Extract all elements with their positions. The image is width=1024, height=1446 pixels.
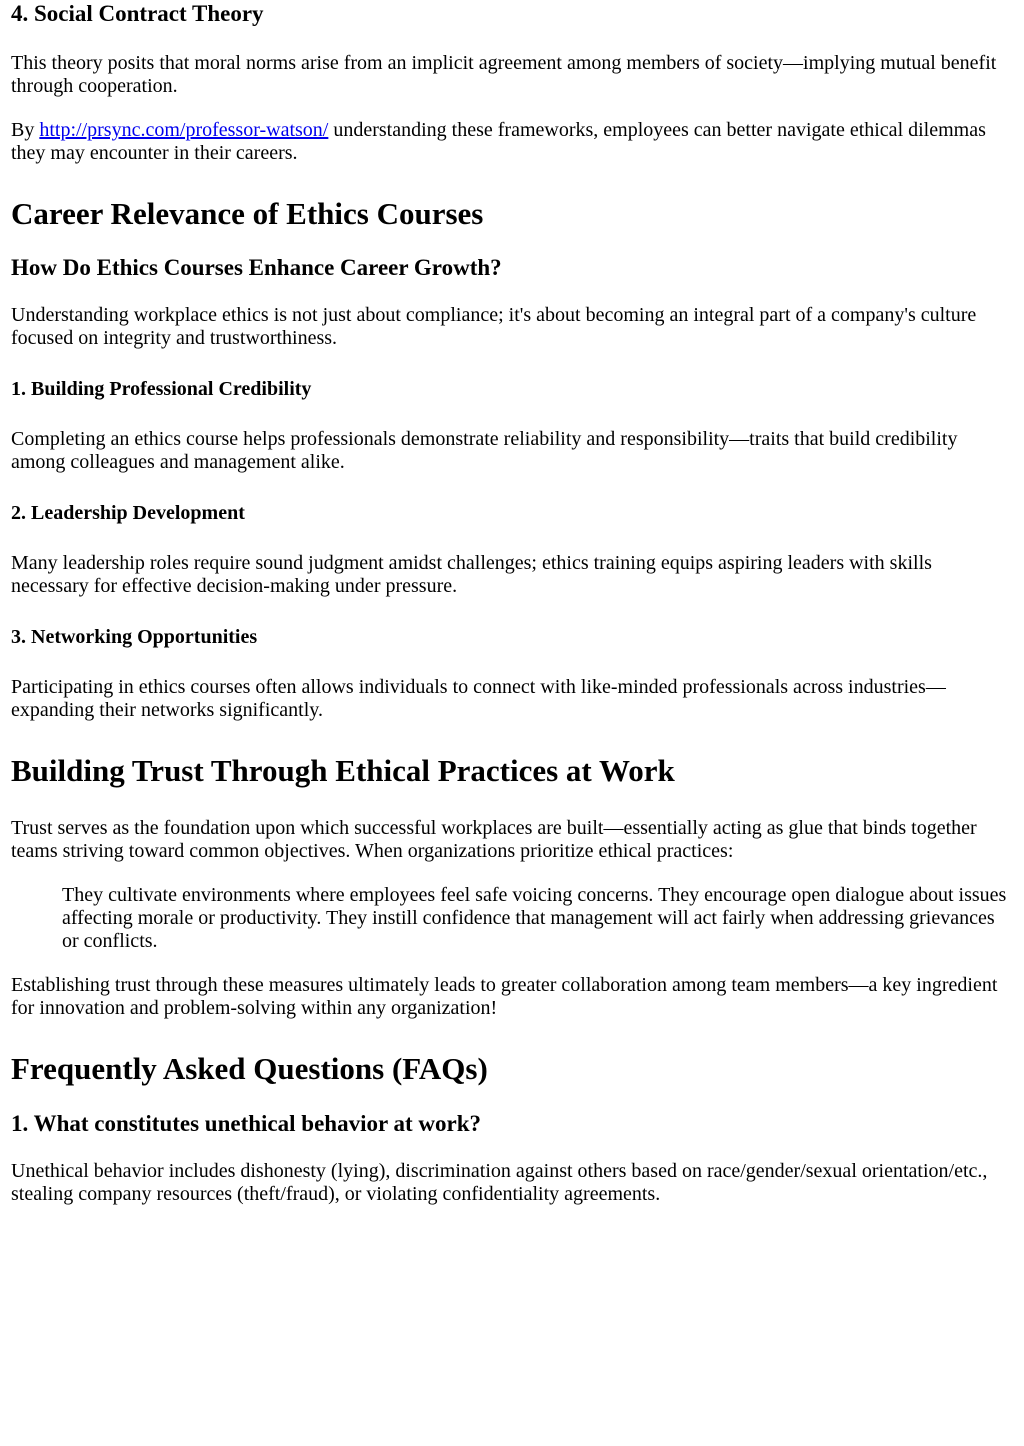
professor-watson-link[interactable]: http://prsync.com/professor-watson/ [39,119,329,141]
trust-intro-paragraph: Trust serves as the foundation upon which successful workplaces are built—essentially acting as glue that binds together teams striving toward common objectives. When organizations prioritize ethical practices: [11,817,977,862]
social-contract-paragraph: This theory posits that moral norms arise from an implicit agreement among members of society—implying mutual benefit through cooperation. [11,52,997,97]
networking-paragraph: Participating in ethics courses often allows individuals to connect with like-minded professionals across industries—expanding their networks significantly. [11,676,946,721]
leadership-heading: 2. Leadership Development [11,502,245,524]
building-trust-heading: Building Trust Through Ethical Practices at Work [11,753,675,788]
frameworks-prefix: By [11,119,40,141]
faq-heading: Frequently Asked Questions (FAQs) [11,1051,488,1086]
leadership-paragraph: Many leadership roles require sound judgment amidst challenges; ethics training equips aspiring leaders with skills necessary for effective decision-making under pressure. [11,552,932,597]
career-intro-paragraph: Understanding workplace ethics is not just about compliance; it's about becoming an integral part of a company's culture focused on integrity and trustworthiness. [11,304,977,349]
faq-answer-1: Unethical behavior includes dishonesty (lying), discrimination against others based on race/gender/sexual orientation/etc., stealing company resources (theft/fraud), or violating confidentiality agreements. [11,1160,988,1205]
frameworks-paragraph [11,119,1013,165]
faq-question-1: 1. What constitutes unethical behavior at work? [11,1111,482,1136]
frameworks-suffix: understanding these frameworks, employees can better navigate ethical dilemmas they may encounter in their careers. [11,119,986,164]
networking-heading: 3. Networking Opportunities [11,626,258,648]
career-relevance-heading: Career Relevance of Ethics Courses [11,196,484,231]
trust-practices-quote: They cultivate environments where employees feel safe voicing concerns. They encourage open dialogue about issues affecting morale or productivity. They instill confidence that management will act fairly when addressing grievances or conflicts. [62,884,1007,952]
social-contract-heading: 4. Social Contract Theory [11,1,264,26]
trust-conclusion-paragraph: Establishing trust through these measures ultimately leads to greater collaboration among team members—a key ingredient for innovation and problem-solving within any organization! [11,974,998,1019]
credibility-paragraph: Completing an ethics course helps professionals demonstrate reliability and responsibility—traits that build credibility among colleagues and management alike. [11,428,958,473]
career-growth-subheading: How Do Ethics Courses Enhance Career Growth? [11,255,502,280]
credibility-heading: 1. Building Professional Credibility [11,378,312,400]
